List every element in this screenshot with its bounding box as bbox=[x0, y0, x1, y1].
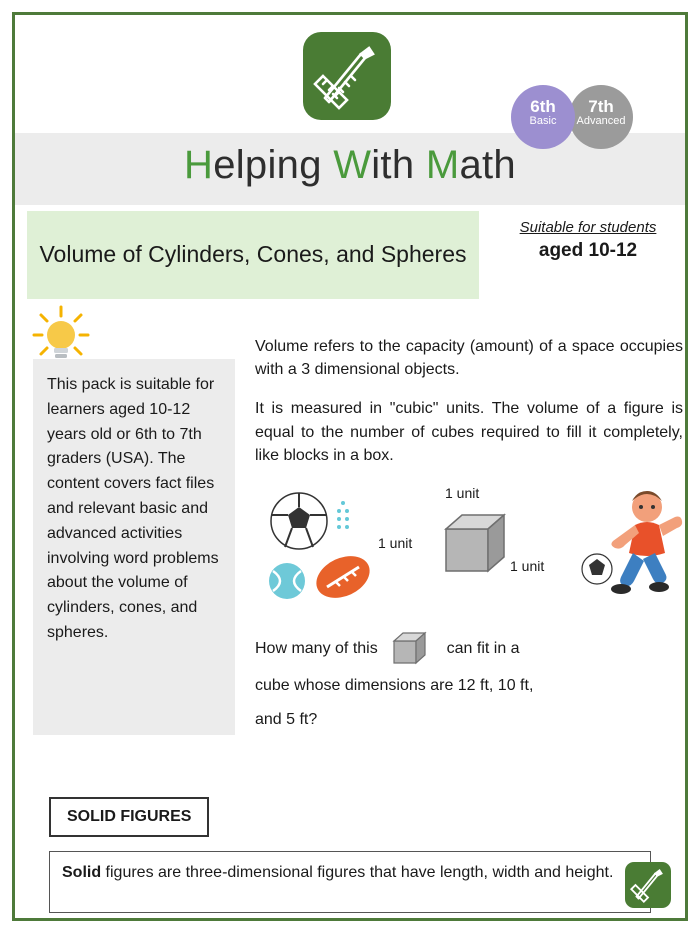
brand-title bbox=[15, 143, 685, 188]
dots-decoration bbox=[337, 501, 349, 529]
illustration-row bbox=[255, 483, 683, 615]
pack-description: This pack is suitable for learners aged 10-12 years old or 6th to 7th graders (USA). The content covers fact files and relevant basic and advanced activities involving word problems about the volume of cylinders, cones, and spheres. bbox=[33, 359, 235, 735]
grade6-sublabel: Basic bbox=[529, 114, 557, 127]
ruler-pencil-icon bbox=[625, 862, 671, 908]
brand-logo bbox=[303, 32, 391, 120]
brand-helping: elping bbox=[213, 143, 322, 187]
cube-icon bbox=[440, 507, 516, 583]
lightbulb-icon bbox=[29, 305, 93, 365]
heading-row bbox=[15, 211, 685, 303]
solid-definition-text: figures are three-dimensional figures that have length, width and height. bbox=[101, 864, 614, 881]
grade-badge-6th bbox=[511, 85, 575, 149]
question-part-3: cube whose dimensions are 12 ft, 10 ft, bbox=[255, 676, 534, 694]
suitability-line1: Suitable for students bbox=[519, 219, 657, 236]
question-part-1: How many of this bbox=[255, 640, 378, 658]
soccer-ball-icon bbox=[271, 493, 327, 549]
brand-math: ath bbox=[459, 143, 516, 187]
cube-label-left: 1 unit bbox=[378, 534, 413, 551]
grade6-label: 6th bbox=[530, 97, 556, 116]
solid-keyword: Solid bbox=[62, 864, 102, 881]
practice-question bbox=[255, 629, 683, 736]
cube-icon-small bbox=[390, 629, 434, 669]
worksheet-page bbox=[12, 12, 688, 921]
footer-logo bbox=[625, 862, 671, 908]
suitability-note bbox=[493, 219, 683, 262]
grade-badge-7th bbox=[569, 85, 633, 149]
suitability-line2: aged 10-12 bbox=[538, 240, 638, 261]
brand-w: W bbox=[333, 143, 372, 187]
grade7-label: 7th bbox=[588, 97, 614, 116]
tennis-ball-icon bbox=[269, 563, 305, 599]
question-part-2: can fit in a bbox=[446, 640, 520, 658]
cube-label-right: 1 unit bbox=[510, 557, 545, 574]
paragraph-cubic-units: It is measured in "cubic" units. The volume of a figure is equal to the number of cubes required to fill it completely, like blocks in a box. bbox=[255, 400, 683, 464]
section-tag-solid-figures: SOLID FIGURES bbox=[49, 797, 209, 837]
brand-with: ith bbox=[371, 143, 415, 187]
solid-figures-definition bbox=[49, 851, 651, 913]
running-boy-icon bbox=[575, 485, 685, 605]
brand-h: H bbox=[184, 143, 214, 187]
paragraph-volume-definition: Volume refers to the capacity (amount) of a space occupies with a 3 dimensional objects. bbox=[255, 338, 683, 379]
ruler-pencil-icon bbox=[303, 32, 391, 120]
cube-label-top: 1 unit bbox=[445, 484, 480, 501]
main-content bbox=[255, 335, 683, 736]
football-icon bbox=[310, 548, 377, 606]
brand-m: M bbox=[425, 143, 460, 187]
page-title: Volume of Cylinders, Cones, and Spheres bbox=[27, 211, 479, 299]
question-part-4: and 5 ft? bbox=[255, 710, 318, 728]
grade7-sublabel: Advanced bbox=[576, 114, 626, 127]
sports-balls-illustration bbox=[265, 489, 395, 609]
